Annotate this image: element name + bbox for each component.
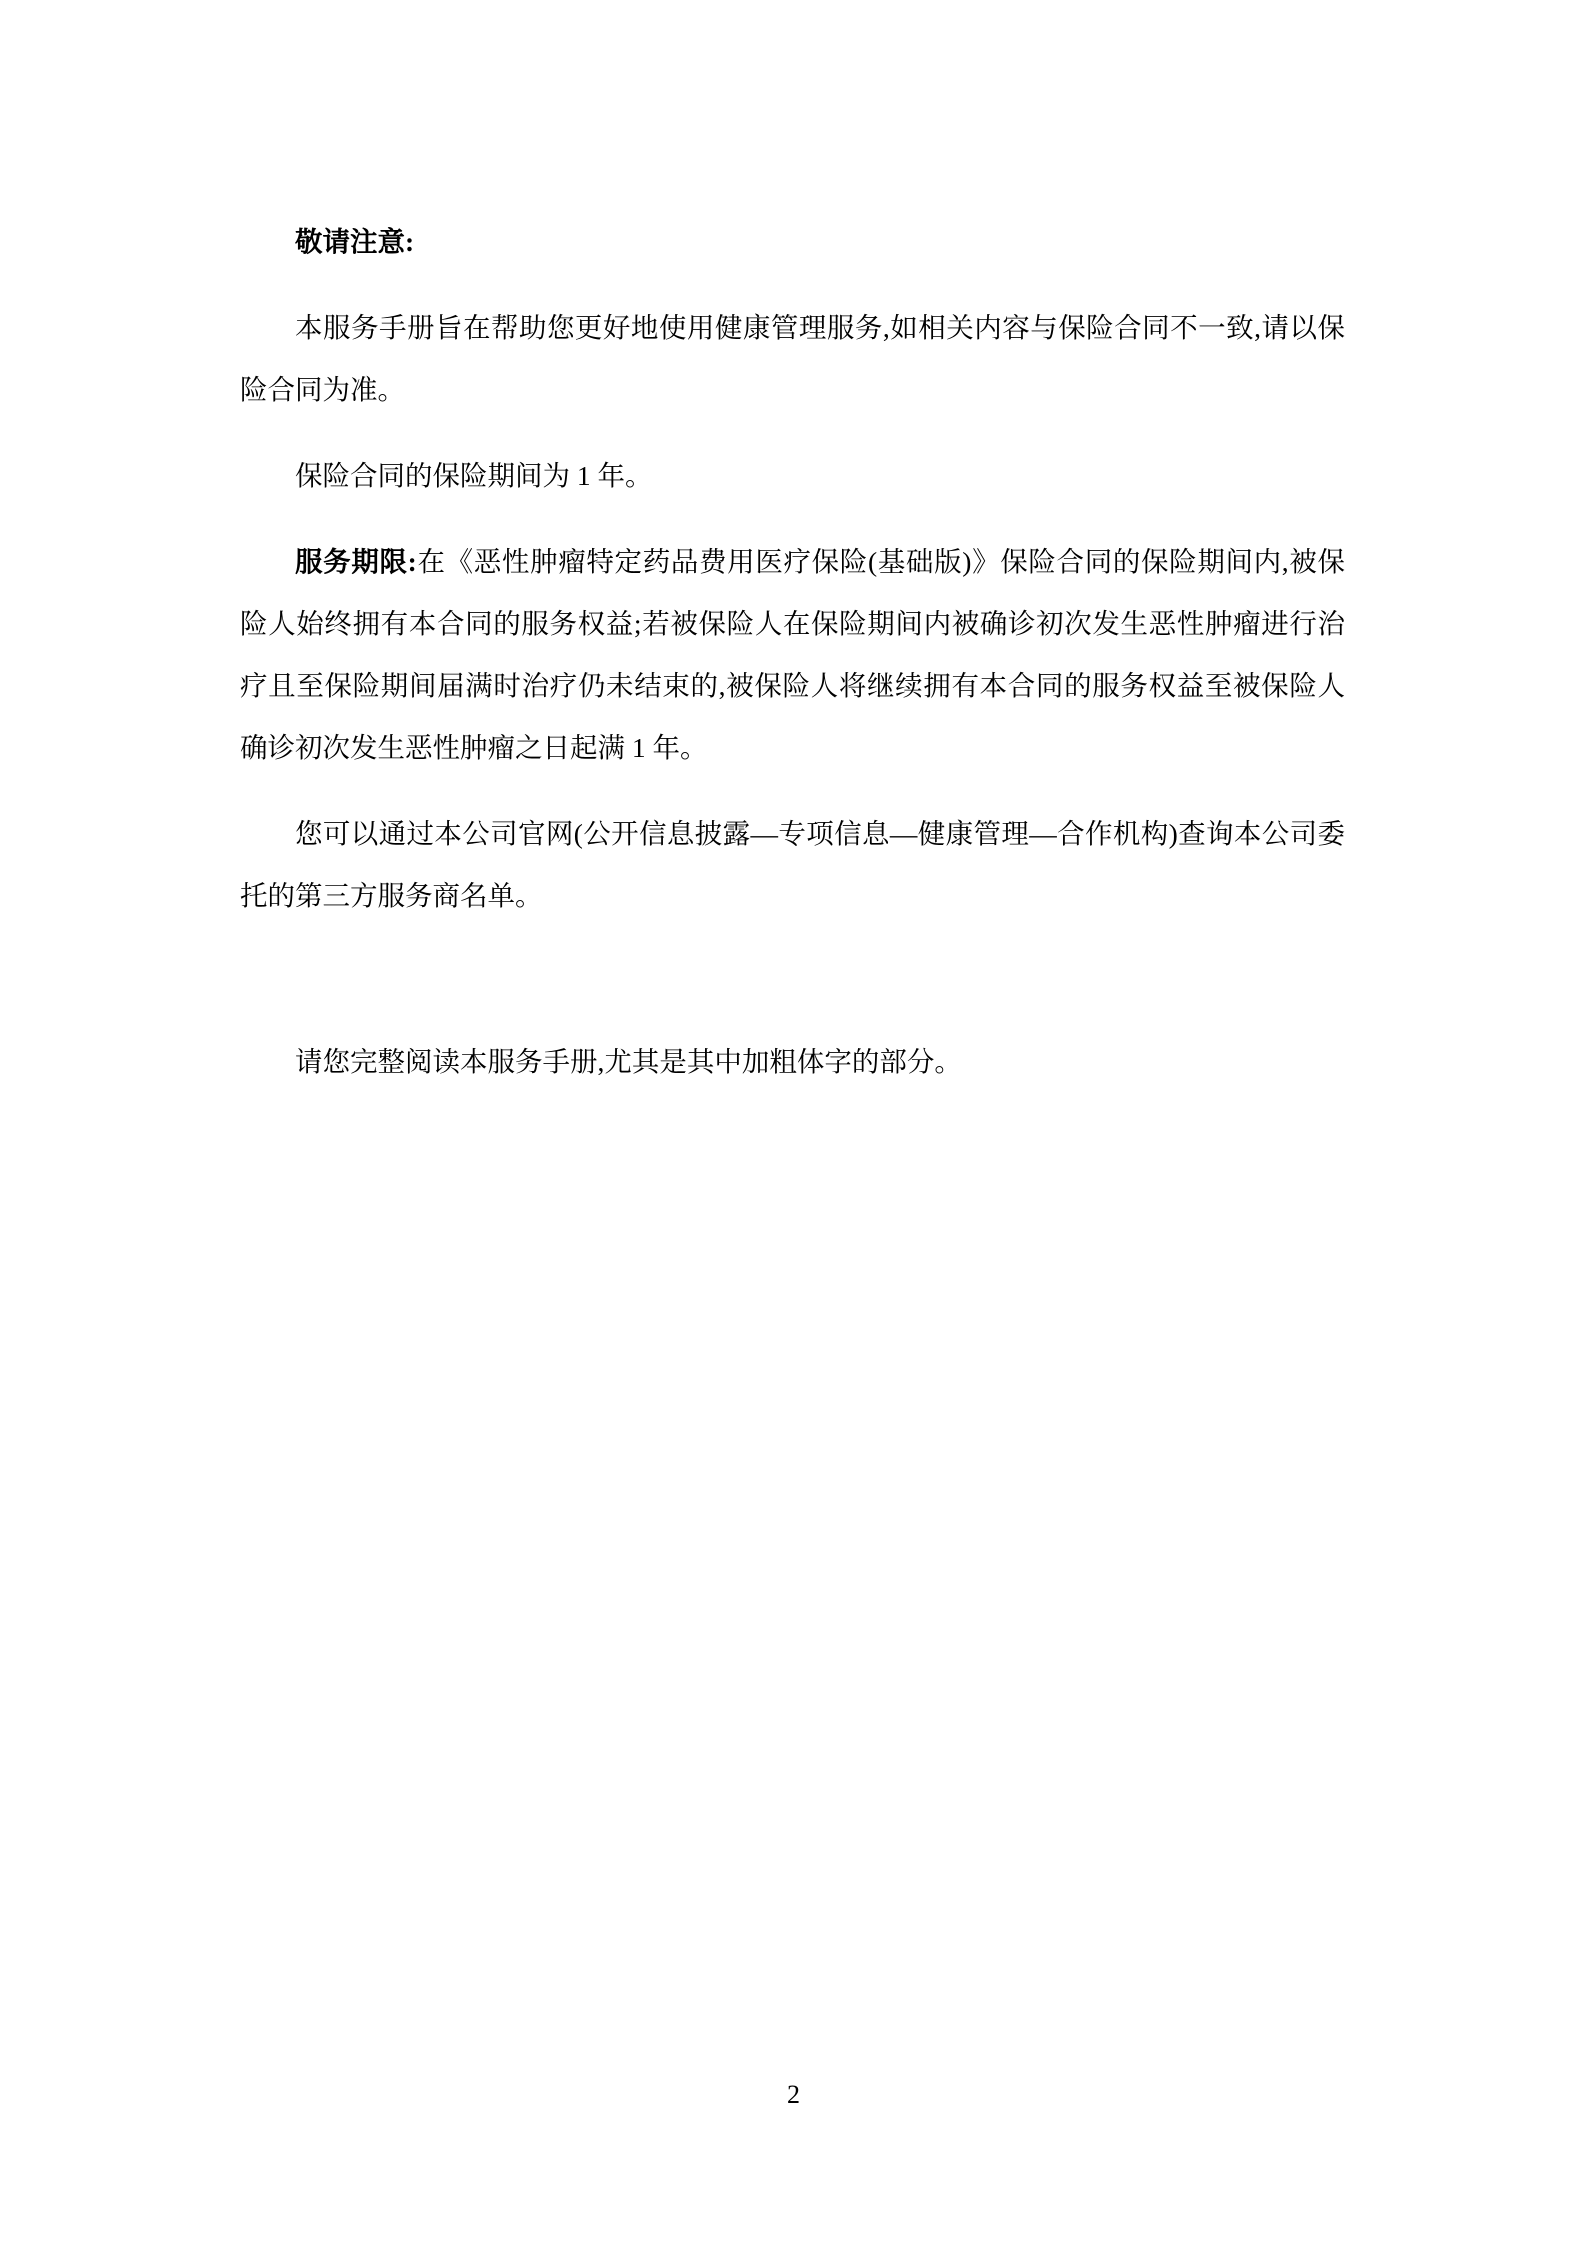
page-content (240, 211, 1345, 1117)
paragraph-insurance-period: 保险合同的保险期间为 1 年。 (295, 460, 653, 491)
paragraph-service-term (240, 531, 1345, 779)
notice-heading-text: 敬请注意: (295, 226, 415, 257)
page-number: 2 (787, 2080, 800, 2109)
paragraph-website-lookup: 您可以通过本公司官网(公开信息披露—专项信息—健康管理—合作机构)查询本公司委托的第三方服务商名单。 (240, 818, 1345, 911)
service-term-body: 在《恶性肿瘤特定药品费用医疗保险(基础版)》保险合同的保险期间内,被保险人始终拥有本合同的服务权益;若被保险人在保险期间内被确诊初次发生恶性肿瘤进行治疗且至保险期间届满时治疗仍未结束的,被保险人将继续拥有本合同的服务权益至被保险人确诊初次发生恶性肿瘤之日起满 1 年。 (240, 546, 1345, 763)
paragraph-read-reminder: 请您完整阅读本服务手册,尤其是其中加粗体字的部分。 (295, 1046, 962, 1077)
paragraph-intro: 本服务手册旨在帮助您更好地使用健康管理服务,如相关内容与保险合同不一致,请以保险合同为准。 (240, 312, 1345, 405)
notice-heading (240, 211, 1345, 273)
service-term-label: 服务期限: (295, 546, 417, 577)
